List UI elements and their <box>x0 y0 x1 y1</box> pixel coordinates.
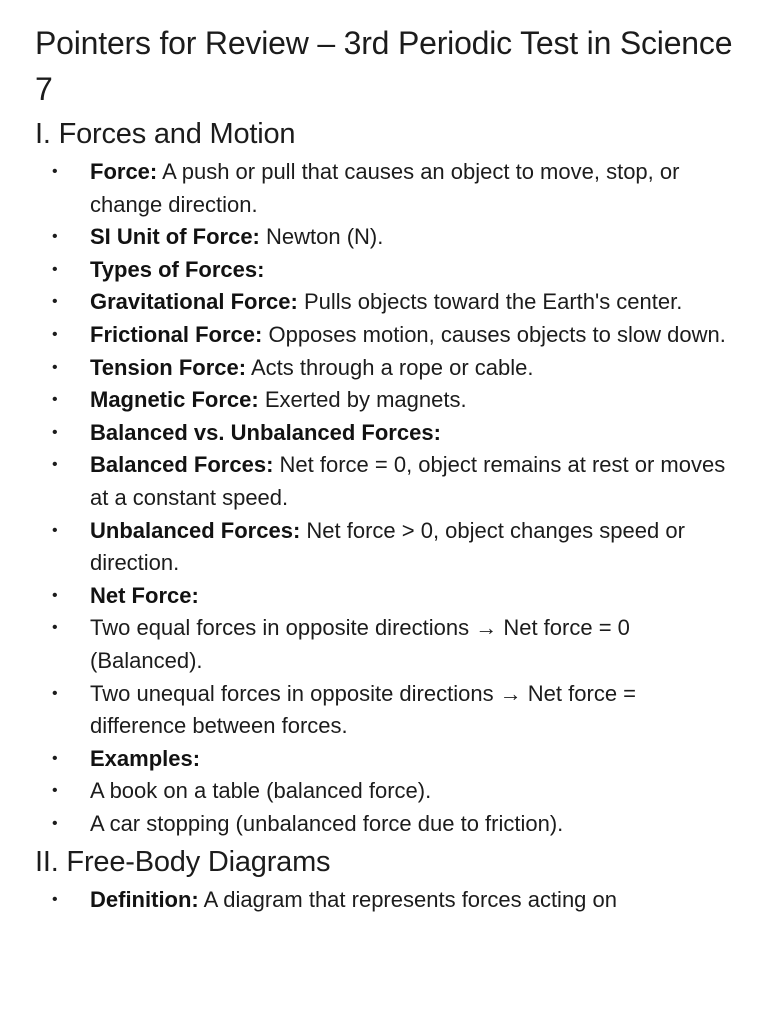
bullet-text: Two unequal forces in opposite directions → Net force = difference between forces. <box>90 680 637 739</box>
list-item <box>35 515 735 580</box>
list-item <box>35 384 735 417</box>
list-item <box>35 221 735 254</box>
bullet-text: Acts through a rope or cable. <box>246 354 534 380</box>
bullet-term: Balanced vs. Unbalanced Forces: <box>90 419 441 445</box>
bullet-term: Types of Forces: <box>90 256 265 282</box>
bullet-term: Magnetic Force: <box>90 387 259 413</box>
bullet-term: Frictional Force: <box>90 321 263 347</box>
bullet-term: Net Force: <box>90 582 199 608</box>
bullet-list <box>35 884 735 917</box>
list-item <box>35 775 735 808</box>
list-item <box>35 743 735 776</box>
bullet-text: Two equal forces in opposite directions → Net force = 0 (Balanced). <box>90 615 630 673</box>
list-item <box>35 580 735 613</box>
list-item <box>35 884 735 917</box>
list-item <box>35 678 735 743</box>
list-item <box>35 808 735 841</box>
bullet-term: Balanced Forces: <box>90 452 274 478</box>
bullet-text: Net force = 0, object remains at rest or moves at a constant speed. <box>90 452 726 510</box>
bullet-term: Force: <box>90 159 158 184</box>
list-item <box>35 286 735 319</box>
bullet-list <box>35 156 735 840</box>
bullet-term: Definition: <box>90 887 199 913</box>
bullet-text: Opposes motion, causes objects to slow down. <box>262 321 726 347</box>
section-heading: I. Forces and Motion <box>35 118 296 150</box>
list-item <box>35 352 735 385</box>
list-item <box>35 254 735 287</box>
bullet-text: Newton (N). <box>259 224 384 250</box>
bullet-text: Pulls objects toward the Earth's center. <box>297 289 683 315</box>
bullet-text: A push or pull that causes an object to move, stop, or change direction. <box>90 159 680 217</box>
section-free-body-diagrams <box>35 840 735 917</box>
bullet-text: A diagram that represents forces acting on <box>198 887 618 913</box>
bullet-text: A book on a table (balanced force). <box>90 778 432 804</box>
bullet-text: Exerted by magnets. <box>258 387 467 413</box>
list-item <box>35 612 735 677</box>
list-item <box>35 156 735 221</box>
list-item <box>35 417 735 450</box>
bullet-text: A car stopping (unbalanced force due to friction). <box>90 810 564 836</box>
bullet-term: Unbalanced Forces: <box>90 517 301 543</box>
bullet-text: Net force > 0, object changes speed or direction. <box>90 517 685 576</box>
section-heading: II. Free-Body Diagrams <box>35 846 331 879</box>
bullet-term: Gravitational Force: <box>90 289 298 315</box>
bullet-term: SI Unit of Force: <box>90 224 260 250</box>
list-item <box>35 319 735 352</box>
section-forces-and-motion <box>35 112 735 840</box>
list-item <box>35 449 735 514</box>
page-title: Pointers for Review – 3rd Periodic Test in Science 7 <box>35 25 733 107</box>
bullet-term: Tension Force: <box>90 354 247 380</box>
bullet-term: Examples: <box>90 745 201 771</box>
document <box>35 20 735 917</box>
